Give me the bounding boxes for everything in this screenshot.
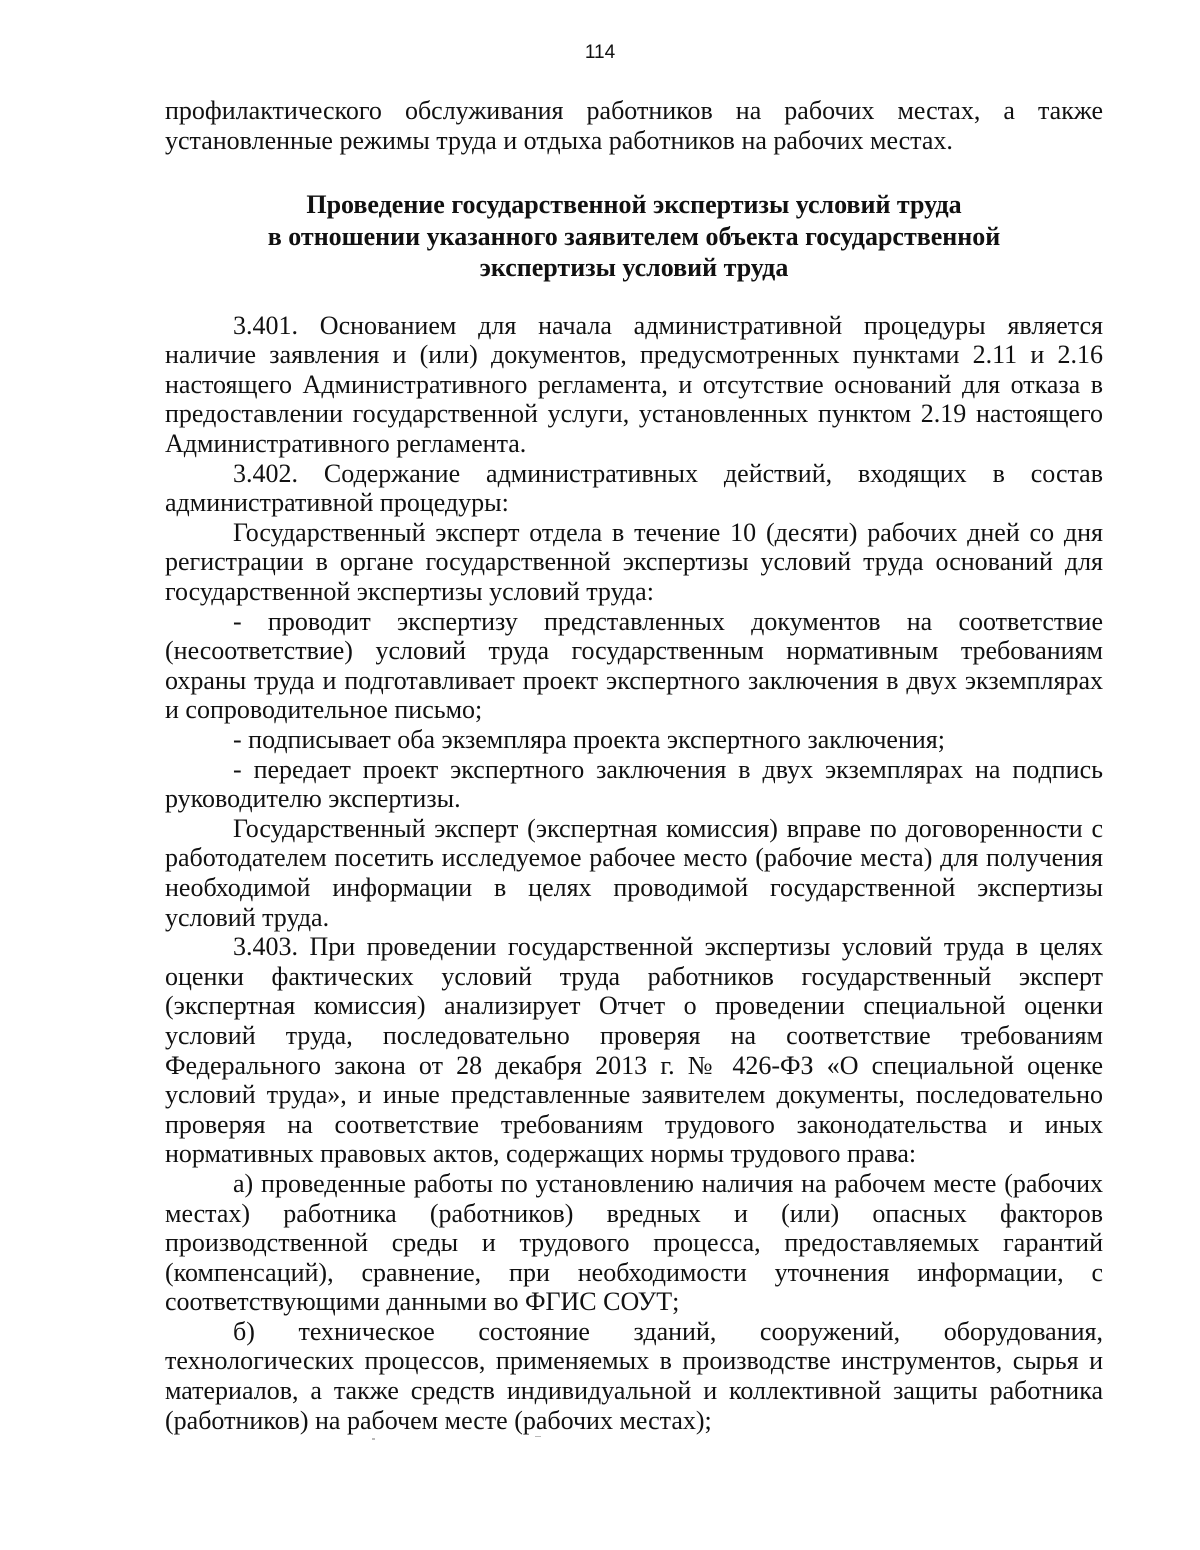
- paragraph-3-402: 3.402. Содержание административных действий, входящих в состав административной процедуры:: [165, 458, 1103, 518]
- list-item-transfers-draft: - передает проект экспертного заключения в двух экземплярах на подпись руководителю экспертизы.: [165, 754, 1103, 814]
- scan-artifact: [372, 1438, 375, 1440]
- paragraph-site-visit: Государственный эксперт (экспертная комиссия) вправе по договоренности с работодателем посетить исследуемое рабочее место (рабочие места) для получения необходимой информации в целях проводимой государственной экспертизы условий труда.: [165, 813, 1103, 932]
- paragraph-3-401: 3.401. Основанием для начала административной процедуры является наличие заявления и (или) документов, предусмотренных пунктами 2.11 и 2.16 настоящего Административного регламента, и отсутствие оснований для отказа в предоставлении государственной услуги, установленных пунктом 2.19 настоящего Административного регламента.: [165, 310, 1103, 459]
- list-item-signs-copies: - подписывает оба экземпляра проекта экспертного заключения;: [233, 725, 945, 754]
- page-number: 114: [584, 42, 616, 63]
- section-heading-line-1: Проведение государственной экспертизы условий труда: [306, 190, 962, 220]
- list-item-conducts-expertise: - проводит экспертизу представленных документов на соответствие (несоответствие) условий труда государственным нормативным требованиям охраны труда и подготавливает проект экспертного заключения в двух экземплярах и сопроводительное письмо;: [165, 606, 1103, 725]
- section-heading-line-2: в отношении указанного заявителем объекта государственной: [267, 221, 1001, 251]
- section-heading: [165, 189, 1103, 284]
- list-item-a: а) проведенные работы по установлению наличия на рабочем месте (рабочих местах) работника (работников) вредных и (или) опасных факторов производственной среды и трудового процесса, предоставляемых гарантий (компенсаций), сравнение, при необходимости уточнения информации, с соответствующими данными во ФГИС СОУТ;: [165, 1168, 1103, 1317]
- list-item-b: б) техническое состояние зданий, сооружений, оборудования, технологических процессов, применяемых в производстве инструментов, сырья и материалов, а также средств индивидуальной и коллективной защиты работника (работников) на рабочем месте (рабочих местах);: [165, 1316, 1103, 1435]
- paragraph-expert-duties-intro: Государственный эксперт отдела в течение 10 (десяти) рабочих дней со дня регистрации в органе государственной экспертизы условий труда оснований для государственной экспертизы условий труда:: [165, 517, 1103, 607]
- section-heading-line-3: экспертизы условий труда: [479, 253, 789, 283]
- continuation-paragraph: профилактического обслуживания работников на рабочих местах, а также установленные режимы труда и отдыха работников на рабочих местах.: [165, 96, 1103, 155]
- scan-artifact: [535, 1436, 541, 1437]
- document-body: [165, 96, 1103, 1435]
- paragraph-3-403: 3.403. При проведении государственной экспертизы условий труда в целях оценки фактических условий труда работников государственный эксперт (экспертная комиссия) анализирует Отчет о проведении специальной оценки условий труда, последовательно проверяя на соответствие требованиям Федерального закона от 28 декабря 2013 г. № 426-ФЗ «О специальной оценке условий труда», и иные представленные заявителем документы, последовательно проверяя на соответствие требованиям трудового законодательства и иных нормативных правовых актов, содержащих нормы трудового права:: [165, 932, 1103, 1169]
